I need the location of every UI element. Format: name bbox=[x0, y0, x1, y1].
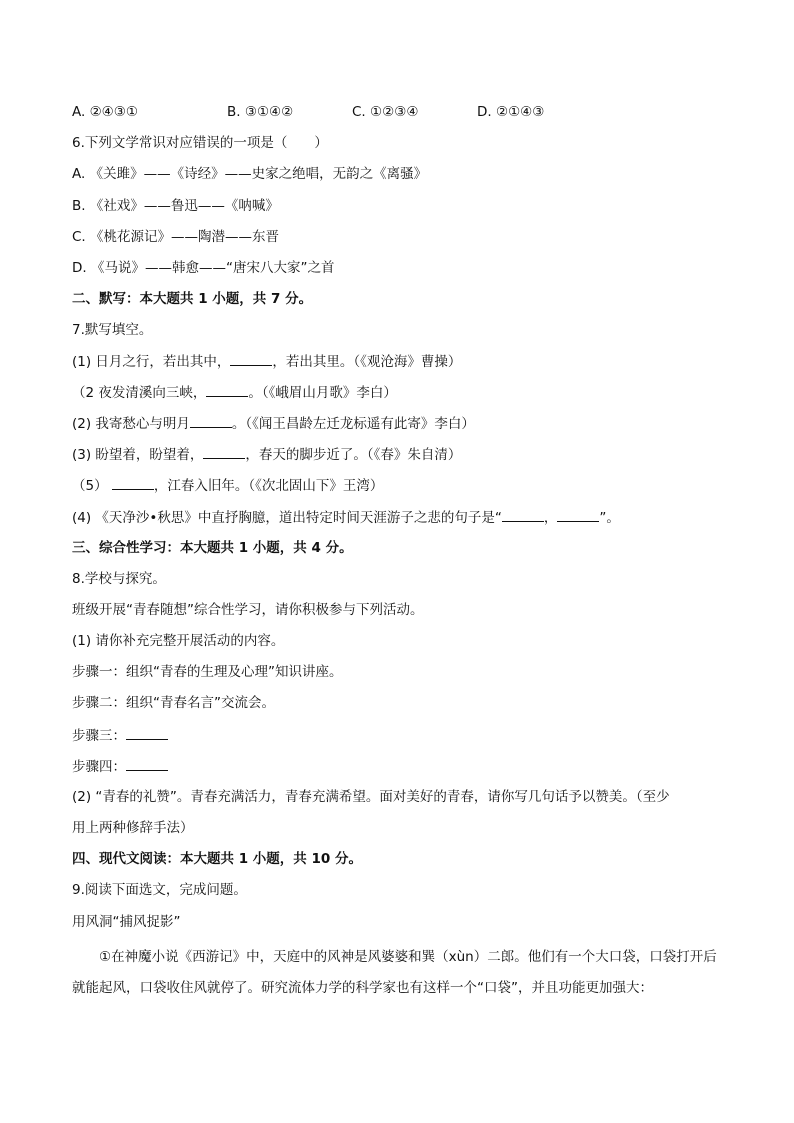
q7-blank-1[interactable] bbox=[230, 351, 272, 366]
q7-line-2-post: 。（《峨眉山月歌》李白） bbox=[248, 385, 397, 401]
q7-line-2-pre: （2 夜发清溪向三峡， bbox=[72, 385, 207, 401]
q5-option-d: D. ②①④③ bbox=[477, 104, 545, 120]
q7-line-4 bbox=[72, 444, 722, 465]
q7-blank-2[interactable] bbox=[206, 382, 248, 397]
q8-stem: 8.学校与探究。 bbox=[72, 571, 166, 587]
q7-line-1-post: ，若出其里。（《观沧海》曹操） bbox=[272, 354, 462, 370]
q9-stem: 9.阅读下面选文，完成问题。 bbox=[72, 882, 247, 898]
q7-line-6-mid: ， bbox=[543, 510, 558, 526]
q5-option-c: C. ①②③④ bbox=[352, 104, 419, 120]
q7-line-4-pre: (3) 盼望着，盼望着， bbox=[72, 447, 204, 463]
q7-blank-6[interactable] bbox=[502, 507, 544, 522]
q6-stem: 6.下列文学常识对应错误的一项是（ ） bbox=[72, 135, 328, 151]
q6-option-a: A. 《关雎》——《诗经》——史家之绝唱，无韵之《离骚》 bbox=[72, 166, 428, 182]
q8-sub-2-line-2: 用上两种修辞手法） bbox=[72, 820, 194, 836]
q7-line-1 bbox=[72, 351, 722, 372]
q7-blank-3[interactable] bbox=[190, 413, 232, 428]
q7-line-5-post: ，江春入旧年。（《次北固山下》王湾） bbox=[153, 478, 384, 494]
q7-blank-4[interactable] bbox=[203, 444, 245, 459]
q7-blank-7[interactable] bbox=[557, 507, 599, 522]
section-4-title: 四、现代文阅读：本大题共 1 小题，共 10 分。 bbox=[72, 851, 362, 867]
q6-option-b: B. 《社戏》——鲁迅——《呐喊》 bbox=[72, 198, 279, 214]
q7-line-3-pre: (2) 我寄愁心与明月 bbox=[72, 416, 190, 432]
q7-line-5-pre: （5） bbox=[72, 478, 108, 494]
q8-step-3-blank[interactable] bbox=[126, 725, 168, 740]
q7-line-1-pre: (1) 日月之行，若出其中， bbox=[72, 354, 231, 370]
q9-article-title: 用风洞“捕风捉影” bbox=[72, 914, 181, 930]
section-3-title: 三、综合性学习：本大题共 1 小题，共 4 分。 bbox=[72, 540, 353, 556]
q8-step-4-row bbox=[72, 756, 722, 777]
q7-line-3-post: 。（《闻王昌龄左迁龙标遥有此寄》李白） bbox=[231, 416, 475, 432]
q8-step-3-row bbox=[72, 725, 722, 746]
q7-line-6 bbox=[72, 507, 722, 528]
q8-sub-1: (1) 请你补充完整开展活动的内容。 bbox=[72, 633, 285, 649]
q8-intro: 班级开展“青春随想”综合性学习，请你积极参与下列活动。 bbox=[72, 602, 424, 618]
q6-option-d: D. 《马说》——韩愈——“唐宋八大家”之首 bbox=[72, 260, 335, 276]
q7-blank-5[interactable] bbox=[112, 475, 154, 490]
q7-line-6-pre: (4) 《天净沙•秋思》中直抒胸臆，道出特定时间天涯游子之悲的句子是“ bbox=[72, 510, 502, 526]
q9-paragraph-1: ①在神魔小说《西游记》中，天庭中的风神是风婆婆和巽（xùn）二郎。他们有一个大口袋，口袋打开后就能起风，口袋收住风就停了。研究流体力学的科学家也有这样一个“口袋”，并且功能更加强大： bbox=[72, 949, 717, 996]
q7-line-5 bbox=[72, 475, 722, 496]
q8-step-2: 步骤二：组织“青春名言”交流会。 bbox=[72, 695, 275, 711]
q7-line-4-post: ，春天的脚步近了。（《春》朱自清） bbox=[245, 447, 462, 463]
q6-option-c: C. 《桃花源记》——陶潜——东晋 bbox=[72, 229, 280, 245]
q7-line-3 bbox=[72, 413, 722, 434]
q5-option-b: B. ③①④② bbox=[227, 104, 294, 120]
q8-sub-2-line-1: (2) “青春的礼赞”。青春充满活力，青春充满希望。面对美好的青春，请你写几句话予以赞美。（至少 bbox=[72, 789, 670, 805]
q7-line-2 bbox=[72, 382, 722, 403]
q8-step-1: 步骤一：组织“青春的生理及心理”知识讲座。 bbox=[72, 664, 343, 680]
q8-step-4-blank[interactable] bbox=[126, 756, 168, 771]
q5-option-a: A. ②④③① bbox=[72, 104, 138, 120]
q7-stem: 7.默写填空。 bbox=[72, 322, 153, 338]
q7-line-6-post: ”。 bbox=[599, 510, 620, 526]
section-2-title: 二、默写：本大题共 1 小题，共 7 分。 bbox=[72, 291, 313, 307]
q8-step-4: 步骤四： bbox=[72, 759, 126, 775]
q8-step-3: 步骤三： bbox=[72, 728, 126, 744]
